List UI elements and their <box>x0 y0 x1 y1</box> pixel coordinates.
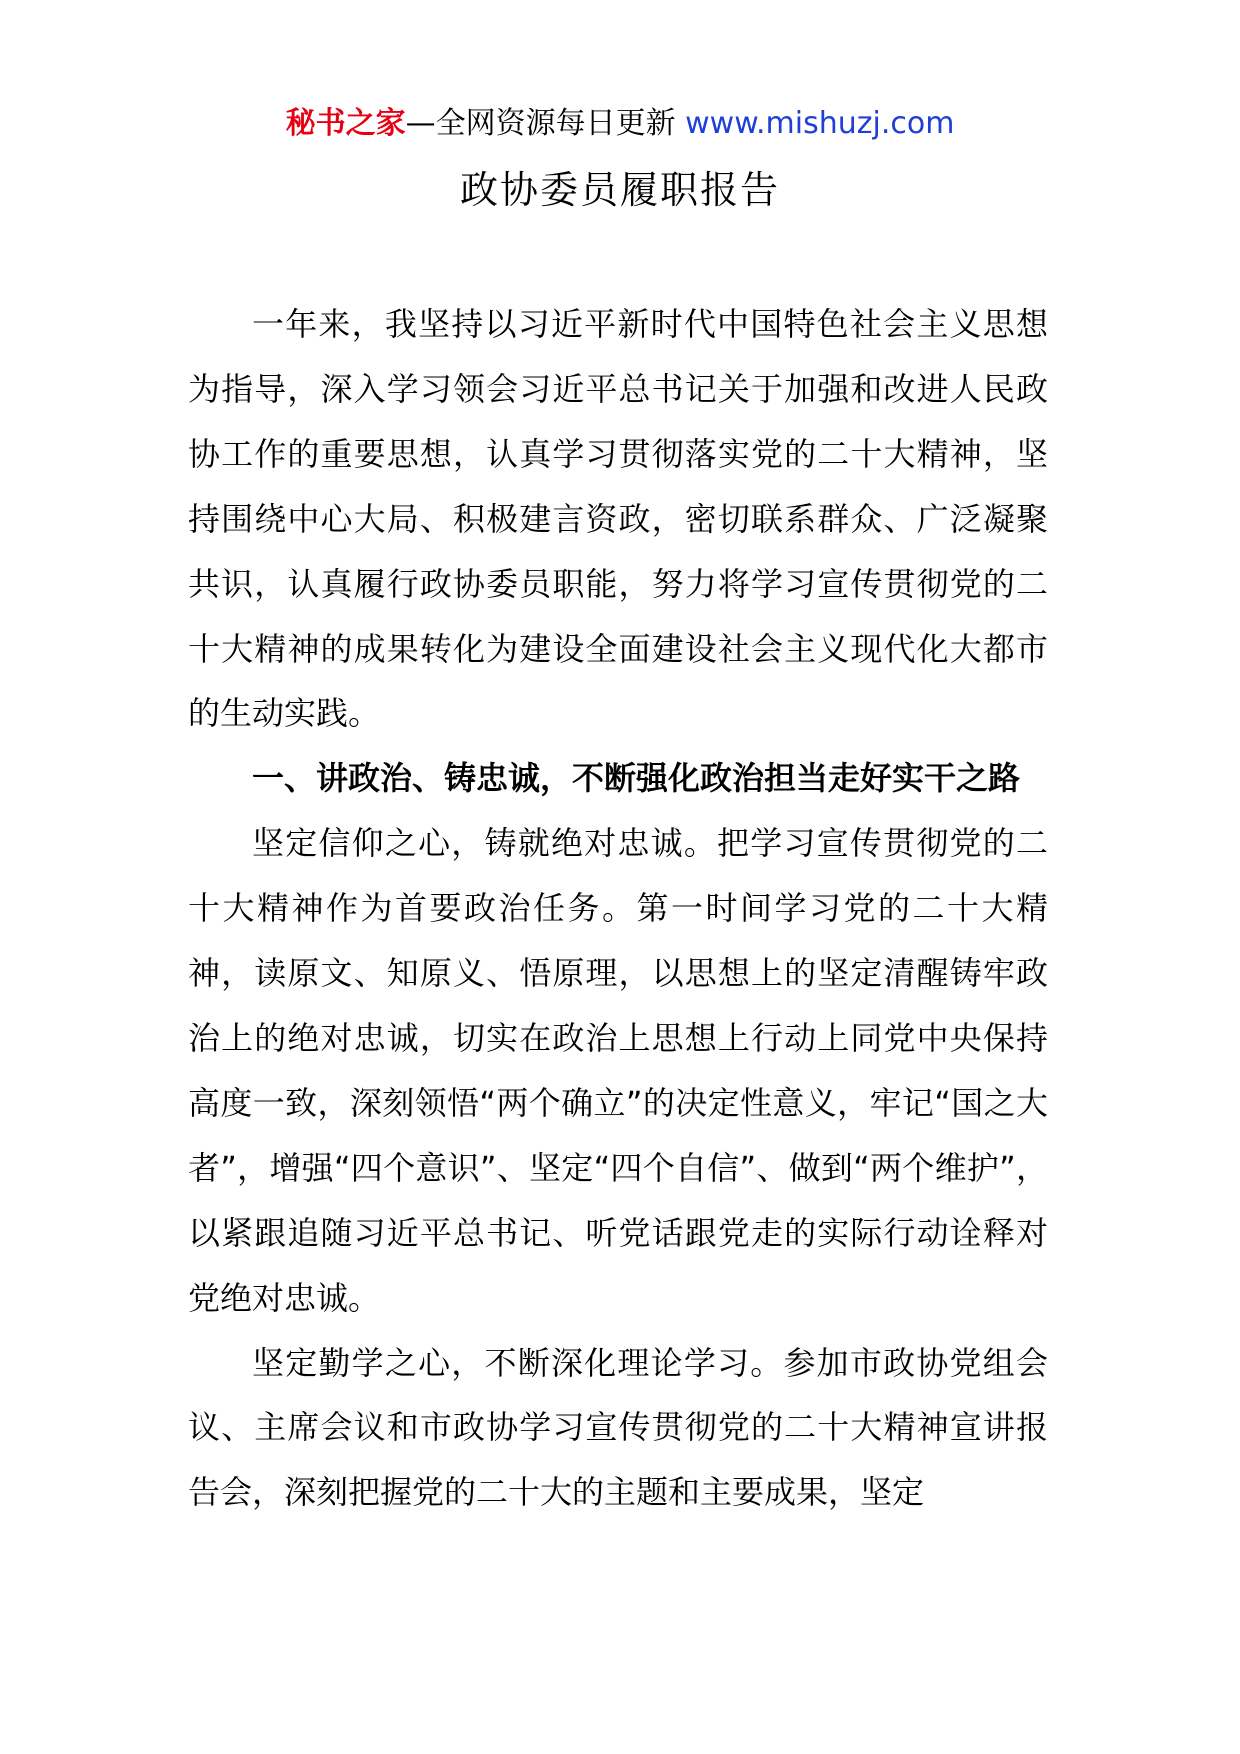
paragraph-section-1-2: 坚定勤学之心，不断深化理论学习。参加市政协党组会议、主席会议和市政协学习宣传贯彻党的二十大精神宣讲报告会，深刻把握党的二十大的主题和主要成果，坚定 <box>188 1343 1048 1512</box>
section-heading-1: 一、讲政治、铸忠诚，不断强化政治担当走好实干之路 <box>252 759 1021 798</box>
site-brand: 秘书之家 <box>285 106 406 141</box>
paragraph-intro: 一年来，我坚持以习近平新时代中国特色社会主义思想为指导，深入学习领会习近平总书记关于加强和改进人民政协工作的重要思想，认真学习贯彻落实党的二十大精神，坚持围绕中心大局、积极建言资政，密切联系群众、广泛凝聚共识，认真履行政协委员职能，努力将学习宣传贯彻党的二十大精神的成果转化为建设全面建设社会主义现代化大都市的生动实践。 <box>188 305 1048 733</box>
site-url-link[interactable]: www.mishuzj.com <box>685 106 955 141</box>
document-body <box>188 292 1048 1525</box>
document-title: 政协委员履职报告 <box>459 168 780 212</box>
paragraph-section-1-1: 坚定信仰之心，铸就绝对忠诚。把学习宣传贯彻党的二十大精神作为首要政治任务。第一时间学习党的二十大精神，读原文、知原义、悟原理，以思想上的坚定清醒铸牢政治上的绝对忠诚，切实在政治上思想上行动上同党中央保持高度一致，深刻领悟“两个确立”的决定性意义，牢记“国之大者”，增强“四个意识”、坚定“四个自信”、做到“两个维护”，以紧跟追随习近平总书记、听党话跟党走的实际行动诠释对党绝对忠诚。 <box>188 824 1048 1317</box>
site-tagline: —全网资源每日更新 <box>405 106 676 141</box>
site-header <box>0 102 1240 146</box>
